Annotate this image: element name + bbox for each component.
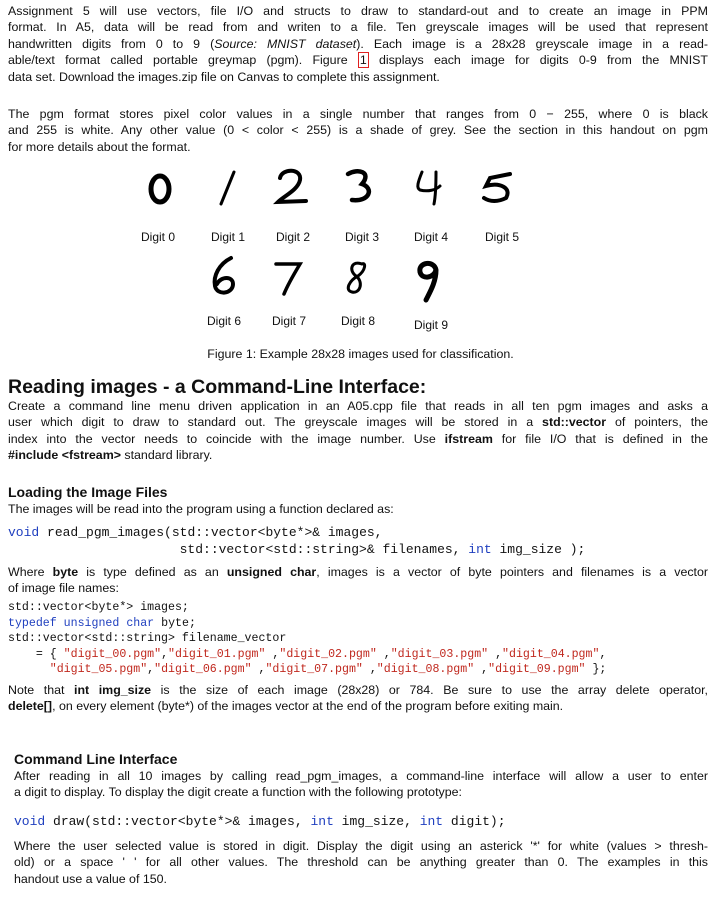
digit-7-label: Digit 7 [271, 314, 306, 328]
pgm-line-1: The pgm format stores pixel color values in a single number that ranges from 0 − 255, where 0 is black [8, 107, 708, 121]
digit-1-image [212, 168, 242, 208]
source-citation: Source: MNIST dataset [214, 36, 357, 51]
section1-line-3: index into the vector needs to coincide with the image number. Use ifstream for file I/O that is defined in the [8, 431, 708, 446]
digit-4-image [408, 166, 448, 208]
pgm-paragraph [8, 106, 708, 155]
section1-line-4: #include <fstream> standard library. [8, 448, 213, 463]
digit-2-label: Digit 2 [275, 230, 310, 244]
digit-7-image [270, 258, 306, 298]
cli-intro [14, 768, 708, 801]
intro-line-3: handwritten digits from 0 to 9 (Source: MNIST dataset). Each image is a 28x28 greyscale image in a read- [8, 36, 708, 51]
pgm-line-3: for more details about the format. [8, 139, 191, 154]
pgm-line-2: and 255 is white. Any other value (0 < color < 255) is a shade of grey. See the section in this handout on pgm [8, 123, 708, 138]
digit-3-image [340, 166, 380, 208]
section1-line-2: user which digit to draw to standard out. The greyscale images will be stored in a std::vector of pointers, the [8, 415, 708, 430]
read-pgm-images-declaration: void read_pgm_images(std::vector<byte*>& images, std::vector<std::string>& filenames, int img_size ); [8, 525, 586, 557]
intro-line-2: format. In A5, data will be read from and writen to a file. Ten greyscale images will be used that represent [8, 20, 708, 35]
digit-8-label: Digit 8 [340, 314, 375, 328]
digit-9-image [408, 256, 448, 304]
cli-draw-line-2: old) or a space ' ' for all other values. The threshold can be anything greater than 0. The examples in this [14, 855, 708, 870]
intro-line-1: Assignment 5 will use vectors, file I/O and structs to draw to standard-out and to create an image in PPM [8, 4, 708, 18]
digit-3-label: Digit 3 [344, 230, 379, 244]
cli-intro-line-2: a digit to display. To display the digit create a function with the following prototype: [14, 785, 462, 800]
digit-0-image [142, 168, 178, 208]
cli-intro-line-1: After reading in all 10 images by calling read_pgm_images, a command-line interface will allow a user to enter [14, 769, 708, 783]
delete-note-line-2: delete[], on every element (byte*) of the images vector at the end of the program before exiting main. [8, 699, 564, 714]
cli-draw-line-3: handout use a value of 150. [14, 871, 167, 886]
section1-line-1: Create a command line menu driven application in an A05.cpp file that reads in all ten pgm images and asks a [8, 399, 708, 413]
digit-2-image [272, 166, 312, 208]
figure-caption: Figure 1: Example 28x28 images used for classification. [207, 347, 514, 361]
digit-1-label: Digit 1 [210, 230, 245, 244]
section1-paragraph [8, 398, 708, 464]
byte-explanation [8, 564, 708, 597]
digit-5-label: Digit 5 [484, 230, 519, 244]
digit-6-image [205, 254, 245, 298]
loading-intro: The images will be read into the program using a function declared as: [8, 502, 394, 516]
digit-5-image [476, 168, 520, 208]
digit-9-label: Digit 9 [413, 318, 448, 332]
intro-line-4: able/text format called portable greymap (pgm). Figure 1 displays each image for digits 0-9 from the MNIST [8, 53, 708, 68]
digit-0-label: Digit 0 [140, 230, 175, 244]
digit-8-image [338, 258, 374, 298]
delete-note [8, 682, 708, 715]
cli-draw-description [14, 838, 708, 887]
byte-explanation-line-2: of image file names: [8, 581, 119, 596]
delete-note-line-1: Note that int img_size is the size of each image (28x28) or 784. Be sure to use the array delete operator, [8, 683, 708, 697]
cli-draw-line-1: Where the user selected value is stored in digit. Display the digit using an asterick '*' for white (values > thresh- [14, 839, 708, 853]
section-heading-reading-images: Reading images - a Command-Line Interface: [8, 376, 427, 398]
figure-reference-link[interactable]: 1 [359, 53, 367, 68]
byte-explanation-line-1: Where byte is type defined as an unsigned char, images is a vector of byte pointers and filenames is a vector [8, 565, 709, 579]
intro-line-5: data set. Download the images.zip file on Canvas to complete this assignment. [8, 69, 440, 84]
digit-6-label: Digit 6 [206, 314, 241, 328]
subsection-heading-loading: Loading the Image Files [8, 484, 168, 500]
subsection-heading-cli: Command Line Interface [14, 751, 178, 767]
intro-paragraph [8, 3, 708, 85]
digit-4-label: Digit 4 [413, 230, 448, 244]
draw-prototype: void draw(std::vector<byte*>& images, int img_size, int digit); [14, 814, 506, 829]
filename-vector-code: std::vector<byte*> images; typedef unsigned char byte; std::vector<std::string> filename_vector = { "digit_00.pgm","digit_01.pgm" ,"digit_02.pgm" ,"digit_03.pgm" ,"digit_04.pgm", "digit_05.pgm","digit_06.pgm" ,"digit_07.pgm" ,"digit_08.pgm" ,"digit_09.pgm" }; [8, 601, 607, 677]
